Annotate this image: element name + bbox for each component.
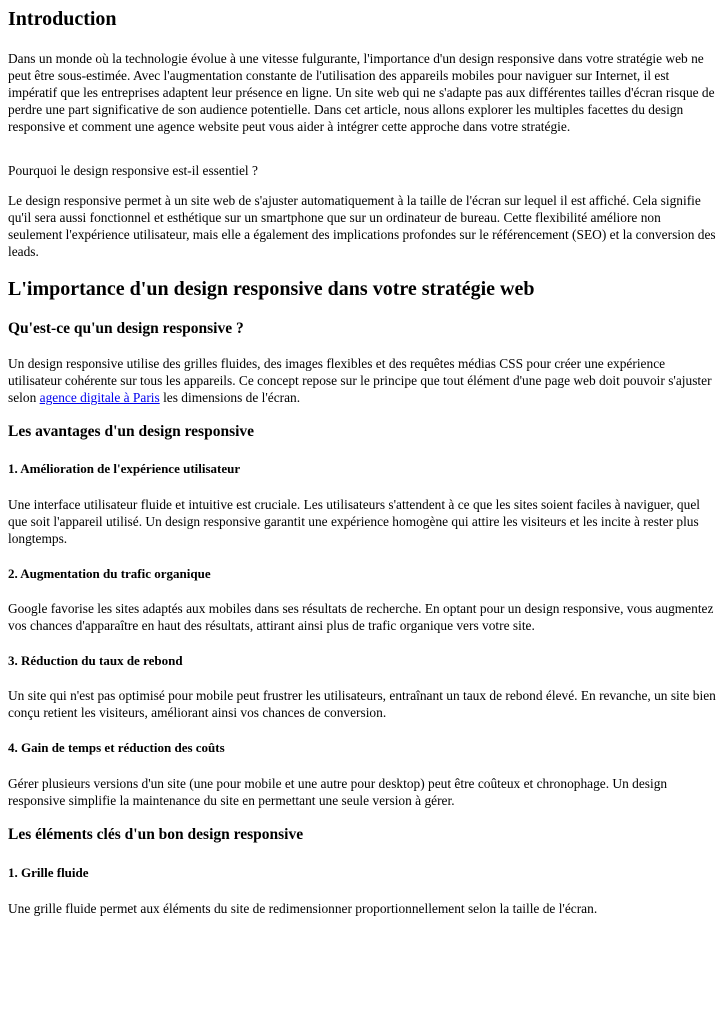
advantage-text-cost-savings: Gérer plusieurs versions d'un site (une pour mobile et une autre pour desktop) peut être coûteux et chronophage. Un design responsive simplifie la maintenance du site en permettant une seule version à gérer. — [8, 776, 668, 808]
agence-digitale-link[interactable]: agence digitale à Paris — [39, 390, 160, 405]
key-element-heading-fluid-grid: 1. Grille fluide — [8, 865, 89, 880]
importance-heading: L'importance d'un design responsive dans votre stratégie web — [8, 278, 535, 300]
key-element-text-fluid-grid: Une grille fluide permet aux éléments du site de redimensionner proportionnellement selon la taille de l'écran. — [8, 901, 598, 916]
advantage-heading-bounce-rate: 3. Réduction du taux de rebond — [8, 653, 183, 668]
definition-text-after: les dimensions de l'écran. — [159, 390, 301, 405]
definition-text-before: Un design responsive utilise des grilles fluides, des images flexibles et des requêtes médias CSS pour créer une expérience utilisateur cohérente sur tous les appareils. Ce concept repose sur le principe que tout élément d'une page web doit pouvoir s'ajuster selon — [8, 356, 712, 405]
advantage-heading-user-experience: 1. Amélioration de l'expérience utilisateur — [8, 461, 241, 476]
advantage-text-organic-traffic: Google favorise les sites adaptés aux mobiles dans ses résultats de recherche. En optant pour un design responsive, vous augmentez vos chances d'apparaître en haut des résultats, attirant ainsi plus de trafic organique vers votre site. — [8, 601, 714, 633]
responsive-explanation-paragraph: Le design responsive permet à un site web de s'ajuster automatiquement à la taille de l'écran sur lequel il est affiché. Cela signifie qu'il sera aussi fonctionnel et esthétique sur un smartphone que sur un ordinateur de bureau. Cette flexibilité améliore non seulement l'expérience utilisateur, mais elle a également des implications profondes sur le référencement (SEO) et la conversion des leads. — [8, 193, 716, 259]
advantage-text-user-experience: Une interface utilisateur fluide et intuitive est cruciale. Les utilisateurs s'attendent à ce que les sites soient faciles à naviguer, quel que soit l'appareil utilisé. Un design responsive garantit une expérience homogène qui attire les visiteurs et les incite à rester plus longtemps. — [8, 497, 700, 546]
why-responsive-question: Pourquoi le design responsive est-il essentiel ? — [8, 163, 258, 178]
key-elements-heading: Les éléments clés d'un bon design responsive — [8, 826, 304, 843]
definition-paragraph — [8, 355, 716, 406]
definition-heading: Qu'est-ce qu'un design responsive ? — [8, 320, 244, 337]
advantage-heading-cost-savings: 4. Gain de temps et réduction des coûts — [8, 740, 225, 755]
intro-heading: Introduction — [8, 8, 117, 30]
intro-paragraph: Dans un monde où la technologie évolue à une vitesse fulgurante, l'importance d'un design responsive dans votre stratégie web ne peut être sous-estimée. Avec l'augmentation constante de l'utilisation des appareils mobiles pour naviguer sur Internet, il est impératif que les entreprises adaptent leur présence en ligne. Un site web qui ne s'adapte pas aux différentes tailles d'écran risque de perdre une part significative de son audience potentielle. Dans cet article, nous allons explorer les multiples facettes du design responsive et comment une agence website peut vous aider à intégrer cette approche dans votre stratégie. — [8, 51, 715, 134]
advantages-heading: Les avantages d'un design responsive — [8, 423, 255, 440]
advantage-text-bounce-rate: Un site qui n'est pas optimisé pour mobile peut frustrer les utilisateurs, entraînant un taux de rebond élevé. En revanche, un site bien conçu retient les visiteurs, améliorant ainsi vos chances de conversion. — [8, 688, 716, 720]
advantage-heading-organic-traffic: 2. Augmentation du trafic organique — [8, 566, 211, 581]
